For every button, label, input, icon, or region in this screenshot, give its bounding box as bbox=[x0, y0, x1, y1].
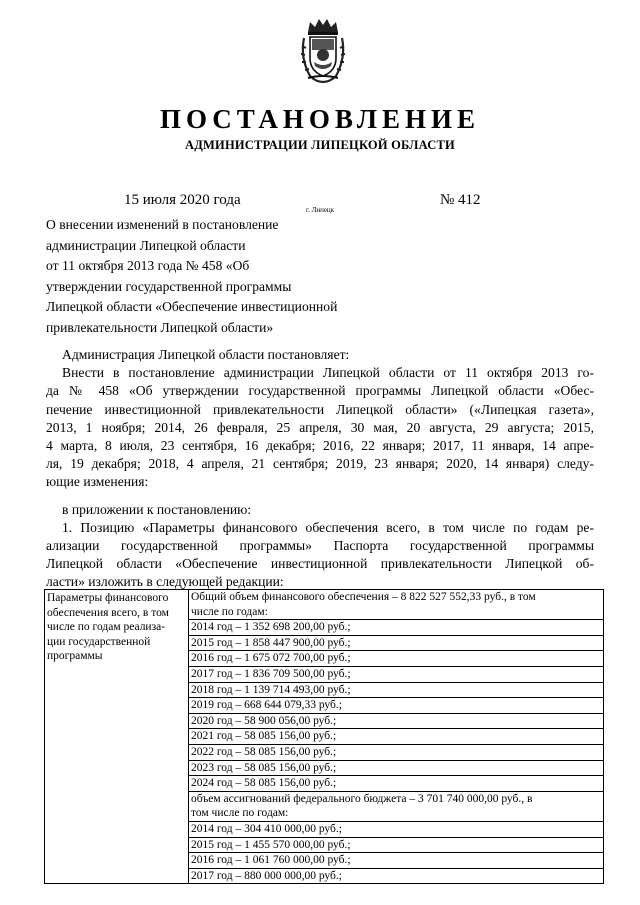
parameter-name-cell bbox=[45, 590, 189, 884]
heading-line: администрации Липецкой области bbox=[46, 237, 246, 253]
value-line: 2016 год – 1 675 072 700,00 руб.; bbox=[189, 650, 603, 666]
document-body bbox=[46, 346, 594, 592]
table-row bbox=[45, 590, 604, 884]
heading-line: привлекательности Липецкой области» bbox=[46, 319, 274, 335]
paragraph-line: Внести в постановление администрации Липецкой области от 11 октября 2013 го- bbox=[62, 365, 594, 381]
value-line: том числе по годам: bbox=[191, 807, 289, 820]
document-date: 15 июля 2020 года bbox=[124, 192, 241, 208]
document-city: г. Липецк bbox=[306, 206, 335, 214]
value-line: 2024 год – 58 085 156,00 руб.; bbox=[189, 775, 603, 791]
heading-line: от 11 октября 2013 года № 458 «Об bbox=[46, 258, 250, 273]
value-line: числе по годам: bbox=[191, 605, 268, 618]
value-line: 2020 год – 58 900 056,00 руб.; bbox=[189, 713, 603, 729]
paragraph-line: 1. Позицию «Параметры финансового обеспечения всего, в том числе по годам ре- bbox=[62, 519, 594, 535]
cell-line: программы bbox=[47, 650, 103, 663]
resolution-statement: Администрация Липецкой области постановляет: bbox=[62, 347, 350, 362]
value-line: 2021 год – 58 085 156,00 руб.; bbox=[189, 728, 603, 744]
heading-line: Липецкой области «Обеспечение инвестиционной bbox=[46, 299, 338, 314]
financing-table bbox=[44, 589, 604, 884]
cell-line: числе по годам реализа- bbox=[47, 621, 166, 634]
paragraph-line: ласти» изложить в следующей редакции: bbox=[46, 574, 284, 590]
paragraph-line: 2013, 1 ноября; 2014, 26 февраля, 25 апреля, 30 мая, 20 августа, 29 августа; 2015, bbox=[46, 419, 594, 435]
document-title: ПОСТАНОВЛЕНИЕ bbox=[159, 104, 481, 134]
paragraph-line: Липецкой области «Обеспечение инвестиционной привлекательности Липецкой об- bbox=[46, 556, 594, 572]
paragraph-line: 4 марта, 8 июля, 23 сентября, 16 декабря; 2016, 22 января; 2017, 11 января, 14 апре- bbox=[46, 438, 594, 454]
cell-line: ции государственной bbox=[47, 635, 151, 648]
cell-line: обеспечения всего, в том bbox=[47, 606, 169, 619]
paragraph-line: печение инвестиционной привлекательности Липецкой области» («Липецкая газета», bbox=[46, 401, 594, 417]
value-line: 2019 год – 668 644 079,33 руб.; bbox=[189, 697, 603, 713]
value-line: 2015 год – 1 455 570 000,00 руб.; bbox=[189, 837, 603, 853]
heading-line: О внесении изменений в постановление bbox=[46, 217, 279, 232]
value-line: 2014 год – 304 410 000,00 руб.; bbox=[189, 821, 603, 837]
cell-line: Параметры финансового bbox=[47, 592, 169, 604]
item-one-paragraph bbox=[46, 519, 594, 592]
coat-of-arms-emblem bbox=[298, 16, 348, 84]
document-subtitle: АДМИНИСТРАЦИИ ЛИПЕЦКОЙ ОБЛАСТИ bbox=[185, 138, 455, 152]
paragraph-line: ющие изменения: bbox=[46, 474, 149, 490]
value-line: 2014 год – 1 352 698 200,00 руб.; bbox=[189, 619, 603, 635]
value-line: 2017 год – 880 000 000,00 руб.; bbox=[189, 868, 603, 884]
value-line: 2015 год – 1 858 447 900,00 руб.; bbox=[189, 635, 603, 651]
value-line: 2018 год – 1 139 714 493,00 руб.; bbox=[189, 682, 603, 698]
value-line: 2023 год – 58 085 156,00 руб.; bbox=[189, 760, 603, 776]
heading-line: утверждении государственной программы bbox=[46, 278, 292, 294]
parameter-value-cell bbox=[189, 590, 604, 884]
value-line: Общий объем финансового обеспечения – 8 822 527 552,33 руб., в том bbox=[191, 591, 536, 603]
value-line: 2016 год – 1 061 760 000,00 руб.; bbox=[189, 852, 603, 868]
value-line: объем ассигнований федерального бюджета – 3 701 740 000,00 руб., в bbox=[189, 791, 603, 807]
amendment-paragraph bbox=[46, 364, 594, 491]
document-heading-block bbox=[46, 215, 337, 338]
document-number: № 412 bbox=[440, 192, 481, 208]
value-line: 2022 год – 58 085 156,00 руб.; bbox=[189, 744, 603, 760]
paragraph-line: ализации государственной программы» Паспорта государственной программы bbox=[46, 538, 594, 554]
value-line: 2017 год – 1 836 709 500,00 руб.; bbox=[189, 666, 603, 682]
paragraph-line: да № 458 «Об утверждении государственной программы Липецкой области «Обес- bbox=[46, 383, 594, 399]
appendix-intro: в приложении к постановлению: bbox=[62, 501, 252, 517]
paragraph-line: ля, 19 декабря; 2018, 4 апреля, 21 сентября; 2019, 23 января; 2020, 14 января) следу- bbox=[46, 456, 594, 472]
